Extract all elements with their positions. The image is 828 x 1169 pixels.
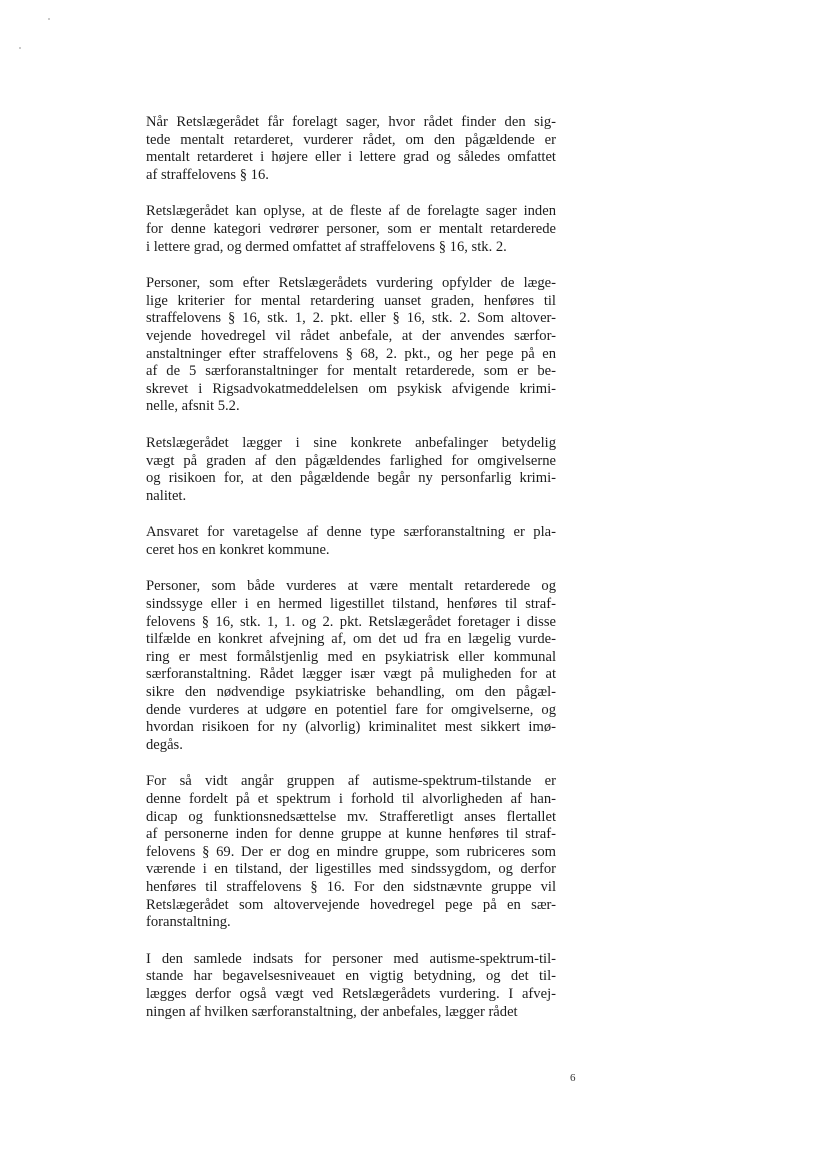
text-line: mentalt retarderet i højere eller i lettere grad og således omfattet <box>146 149 556 166</box>
text-line: vægt på graden af den pågældendes farlighed for omgivelserne <box>146 452 556 469</box>
paragraph <box>146 435 556 505</box>
text-line: sikre den nødvendige psykiatriske behandling, om den pågæl- <box>146 684 556 701</box>
paragraph <box>146 578 556 754</box>
text-line: af de 5 særforanstaltninger for mentalt retarderede, som er be- <box>146 363 556 380</box>
body-text <box>146 114 556 1040</box>
text-line: I den samlede indsats for personer med autisme-spektrum-til- <box>146 950 556 967</box>
text-line: for denne kategori vedrører personer, som er mentalt retarderede <box>146 220 556 237</box>
paragraph <box>146 114 556 184</box>
text-line: stande har begavelsesniveauet en vigtig betydning, og det til- <box>146 968 556 985</box>
text-line: dicap og funktionsnedsættelse mv. Strafferetligt anses flertallet <box>146 808 556 825</box>
text-line: Retslægerådet som altovervejende hovedregel pege på en sær- <box>146 896 556 913</box>
paragraph <box>146 203 556 256</box>
text-line: lægges derfor også vægt ved Retslægerådets vurdering. I afvej- <box>146 985 556 1002</box>
text-line: foranstaltning. <box>146 914 231 931</box>
text-line: vejende hovedregel vil rådet anbefale, at der anvendes særfor- <box>146 327 556 344</box>
page-number: 6 <box>570 1072 576 1084</box>
text-line: værende i en tilstand, der ligestilles med sindssygdom, og derfor <box>146 861 556 878</box>
text-line: ceret hos en konkret kommune. <box>146 541 330 558</box>
text-line: ningen af hvilken særforanstaltning, der anbefales, lægger rådet <box>146 1003 518 1020</box>
text-line: felovens § 69. Der er dog en mindre gruppe, som rubriceres som <box>146 843 556 860</box>
text-line: anstaltninger efter straffelovens § 68, 2. pkt., og her pege på en <box>146 345 556 362</box>
text-line: degås. <box>146 736 183 753</box>
text-line: særforanstaltning. Rådet lægger især vægt på muligheden for at <box>146 666 556 683</box>
paragraph <box>146 951 556 1021</box>
text-line: nelle, afsnit 5.2. <box>146 398 240 415</box>
text-line: sindssyge eller i en hermed ligestillet tilstand, henføres til straf- <box>146 596 556 613</box>
text-line: lige kriterier for mental retardering uanset graden, henføres til <box>146 292 556 309</box>
paragraph <box>146 275 556 416</box>
text-line: Personer, som både vurderes at være mentalt retarderede og <box>146 578 556 595</box>
text-line: tilfælde en konkret afvejning af, om det ud fra en lægelig vurde- <box>146 631 556 648</box>
text-line: For så vidt angår gruppen af autisme-spektrum-tilstande er <box>146 773 556 790</box>
text-line: hvordan risikoen for ny (alvorlig) kriminalitet mest sikkert imø- <box>146 719 556 736</box>
text-line: Ansvaret for varetagelse af denne type særforanstaltning er pla- <box>146 524 556 541</box>
paragraph <box>146 773 556 931</box>
text-line: Retslægerådet kan oplyse, at de fleste af de forelagte sager inden <box>146 203 556 220</box>
text-line: skrevet i Rigsadvokatmeddelelsen om psykisk afvigende krimi- <box>146 380 556 397</box>
text-line: Personer, som efter Retslægerådets vurdering opfylder de læge- <box>146 275 556 292</box>
text-line: denne fordelt på et spektrum i forhold til alvorligheden af han- <box>146 791 556 807</box>
text-line: tede mentalt retarderet, vurderer rådet, om den pågældende er <box>146 131 556 148</box>
paragraph <box>146 524 556 559</box>
text-line: i lettere grad, og dermed omfattet af straffelovens § 16, stk. 2. <box>146 238 507 255</box>
scan-speck <box>19 47 21 49</box>
text-line: ring er mest formålstjenlig med en psykiatrisk eller kommunal <box>146 648 556 665</box>
text-line: straffelovens § 16, stk. 1, 2. pkt. eller § 16, stk. 2. Som altover- <box>146 310 556 327</box>
text-line: henføres til straffelovens § 16. For den sidstnævnte gruppe vil <box>146 878 556 895</box>
text-line: dende vurderes at udgøre en potentiel fare for omgivelserne, og <box>146 701 556 718</box>
text-line: af straffelovens § 16. <box>146 166 269 183</box>
text-line: nalitet. <box>146 487 187 504</box>
text-line: Når Retslægerådet får forelagt sager, hvor rådet finder den sig- <box>146 114 556 130</box>
text-line: Retslægerådet lægger i sine konkrete anbefalinger betydelig <box>146 434 556 451</box>
text-line: felovens § 16, stk. 1, 1. og 2. pkt. Retslægerådet foretager i disse <box>146 613 556 630</box>
text-line: af personerne inden for denne gruppe at kunne henføres til straf- <box>146 826 556 843</box>
text-line: og risikoen for, at den pågældende begår ny personfarlig krimi- <box>146 470 556 487</box>
scan-speck <box>48 18 50 20</box>
